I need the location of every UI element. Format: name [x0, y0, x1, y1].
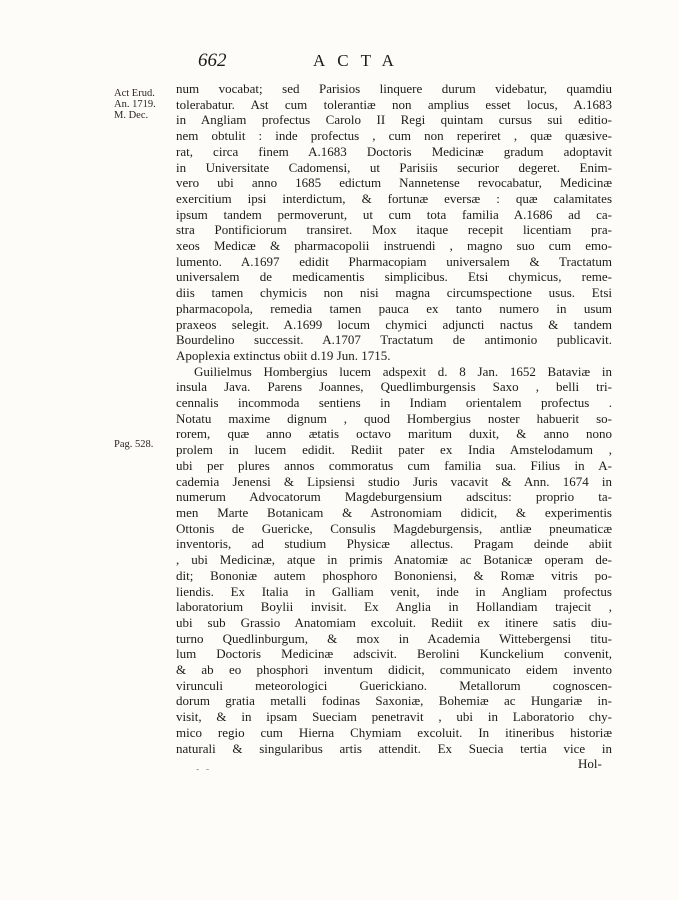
text-line: inventoris, ad studium Physicæ allectus. Pragam deinde abiit	[176, 536, 612, 552]
catchword: Hol-	[578, 756, 602, 771]
text-line: turno Quedlinburgum, & mox in Academia Wittebergensi titu-	[176, 630, 612, 646]
text-line: & ab eo phosphori inventum didicit, communicato eidem invento	[176, 662, 612, 678]
text-line: Notatu maxime dignum , quod Hombergius noster habuerit so-	[176, 410, 612, 426]
text-line: vero ubi anno 1685 edictum Nannetense revocabatur, Medicinæ	[176, 175, 612, 191]
text-line: insula Java. Parens Joannes, Quedlimburgensis Saxo , belli tri-	[176, 379, 612, 395]
text-line: Guilielmus Hombergius lucem adspexit d. 8 Jan. 1652 Bataviæ in	[194, 363, 612, 379]
text-line: numerum Advocatorum Magdeburgensium adscitus: proprio ta-	[176, 489, 612, 505]
text-line: nem obtulit : inde profectus , cum non reperiret , quæ quæsive-	[176, 128, 612, 144]
text-line: num vocabat; sed Parisios linquere durum videbatur, quamdiu	[176, 81, 612, 96]
text-line: stra Pontificiorum transiret. Mox itaque recepit licentiam pra-	[176, 222, 612, 238]
text-line: Bourdelino successit. A.1707 Tractatum de antimonio publicavit.	[176, 332, 612, 348]
ink-smudge-mark: - -	[196, 764, 212, 775]
text-line: laboratorium Boylii invisit. Ex Anglia in Hollandiam trajecit ,	[176, 599, 612, 615]
text-line: lum Doctoris Medicinæ adscivit. Berolini Kunckelium convenit,	[176, 646, 612, 662]
text-line: virunculi meteorologici Guerickiano. Metallorum cognoscen-	[176, 677, 612, 693]
text-line: tolerabatur. Ast cum tolerantiæ non amplius esset locus, A.1683	[176, 96, 612, 112]
text-line: diis tamen chymicis non nisi magna circumspectione usus. Etsi	[176, 285, 612, 301]
text-line: exercitium ipsi interdictum, & fortunæ eversæ : quæ calamitates	[176, 190, 612, 206]
margin-page-reference	[114, 439, 184, 450]
margin-note-line: M. Dec.	[114, 110, 149, 121]
text-line: in Universitate Cadomensi, ut Parisiis securior degeret. Enim-	[176, 159, 612, 175]
body-text	[176, 81, 612, 756]
text-line: , ubi Medicinæ, atque in primis Anatomiæ ac Botanicæ operam de-	[176, 552, 612, 568]
text-line: dorum gratia metalli fodinas Saxoniæ, Bohemiæ ac Hungariæ in-	[176, 693, 612, 709]
text-line: ubi per plures annos commoratus cum familia sua. Filius in A-	[176, 457, 612, 473]
text-line: cennalis incommoda sentiens in Indiam orientalem profectus .	[176, 395, 612, 411]
text-line: ubi sub Grassio Anatomiam excoluit. Rediit ex itinere satis diu-	[176, 614, 612, 630]
text-line: rat, circa finem A.1683 Doctoris Medicinæ gradum adoptavit	[176, 143, 612, 159]
text-line: mico regio cum Hierna Chymiam excoluit. In itineribus historiæ	[176, 724, 612, 740]
text-line: prolem in lucem edidit. Rediit pater ex India Amstelodamum ,	[176, 442, 612, 458]
text-line: dit; Bononiæ autem phosphoro Bononiensi, & Romæ vitris po-	[176, 567, 612, 583]
margin-note-line: Act Erud.	[114, 88, 155, 99]
text-line: Apoplexia extinctus obiit d.19 Jun. 1715.	[176, 347, 391, 363]
text-line: xeos Medicæ & pharmacopolii instruendi , magno suo cum emo-	[176, 238, 612, 254]
text-line: in Angliam profectus Carolo II Regi quintam cursus sui editio-	[176, 112, 612, 128]
page-number: 662	[198, 50, 227, 71]
text-line: men Marte Botanicam & Astronomiam didicit, & experimentis	[176, 504, 612, 520]
text-line: cademia Jenensi & Lipsiensi studio Juris vacavit & Ann. 1674 in	[176, 473, 612, 489]
text-line: ipsum tandem permoverunt, ut cum tota familia A.1686 ad ca-	[176, 206, 612, 222]
text-line: visit, & in ipsam Sueciam penetravit , ubi in Laboratorio chy-	[176, 709, 612, 725]
margin-note-line: An. 1719.	[114, 99, 156, 110]
text-line: praxeos selegit. A.1699 locum chymici adjuncti nactus & tandem	[176, 316, 612, 332]
text-line: liendis. Ex Italia in Galliam venit, inde in Angliam profectus	[176, 583, 612, 599]
margin-page-ref-text: Pag. 528.	[114, 439, 154, 450]
text-line: universalem de medicamentis simplicibus. Etsi chymicus, reme-	[176, 269, 612, 285]
running-title: ACTA	[313, 51, 406, 70]
text-line: lumento. A.1697 edidit Pharmacopiam universalem & Tractatum	[176, 253, 612, 269]
page-header	[0, 50, 679, 74]
text-line: naturali & singularibus artis attendit. Ex Suecia tertia vice in	[176, 740, 612, 756]
text-line: rorem, quæ anno ætatis octavo maritum duxit, & anno nono	[176, 426, 612, 442]
text-line: Ottonis de Guericke, Consulis Magdeburgensis, antliæ pneumaticæ	[176, 520, 612, 536]
text-line: pharmacopola, remedia tamen pauca ex tanto numero in usum	[176, 300, 612, 316]
margin-source-note	[114, 88, 184, 121]
